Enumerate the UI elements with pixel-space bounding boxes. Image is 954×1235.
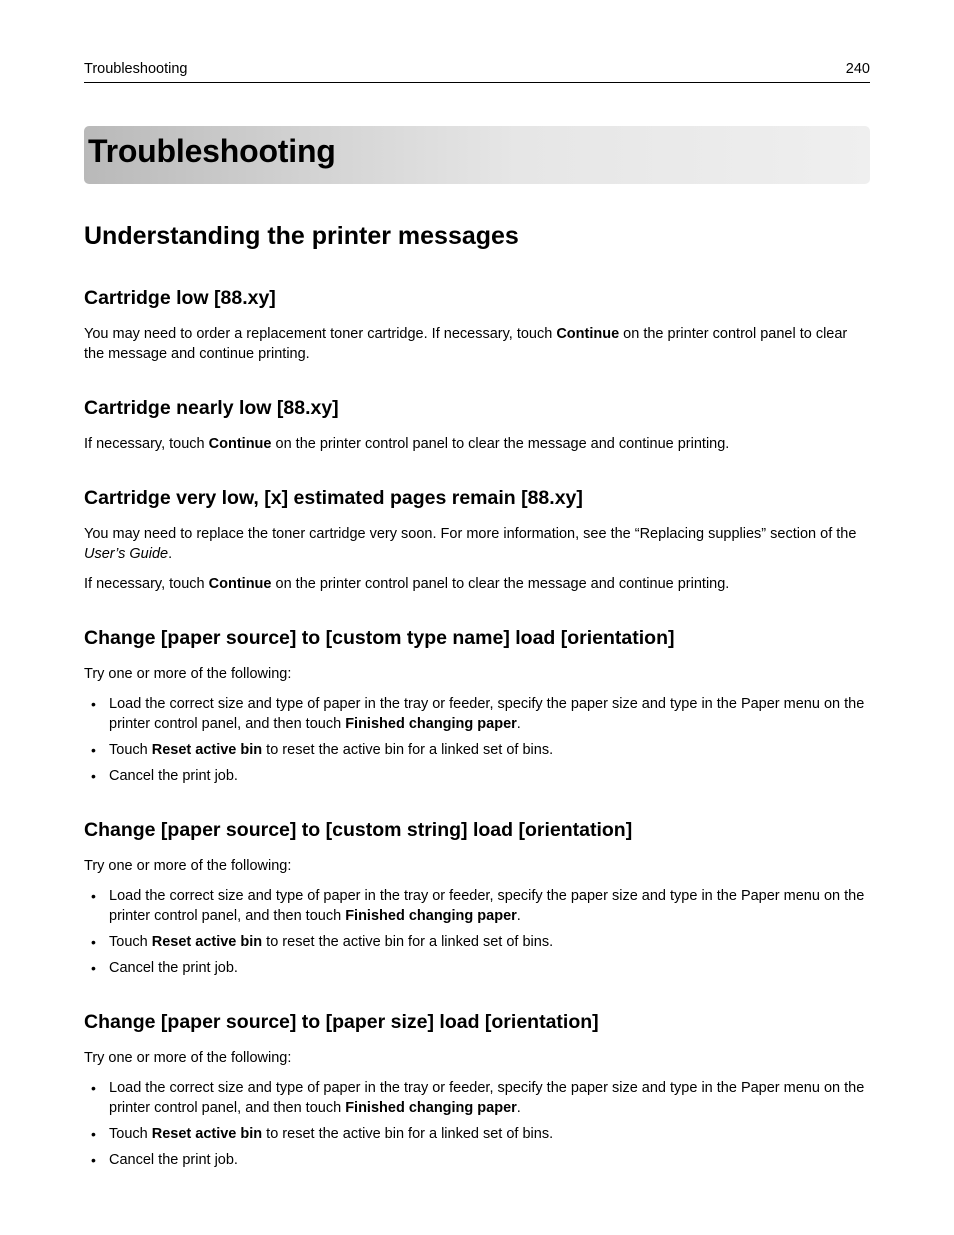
page-content	[84, 218, 870, 1200]
section-cartridge-nearly-low	[84, 394, 870, 454]
list-item	[84, 766, 870, 786]
section-change-custom-type-name	[84, 624, 870, 786]
text-run: Cancel the print job.	[109, 1152, 238, 1168]
main-heading: Understanding the printer messages	[84, 222, 519, 250]
text-run: .	[168, 546, 173, 562]
text-run: Cancel the print job.	[109, 960, 238, 976]
bold-term: Continue	[208, 576, 272, 592]
paragraph	[84, 324, 870, 364]
bullet-glyph: •	[91, 960, 96, 976]
chapter-title: Troubleshooting	[88, 133, 336, 169]
bold-term: Finished changing paper	[345, 1100, 517, 1116]
text-run: .	[516, 1100, 521, 1116]
list-item	[84, 1078, 870, 1118]
text-run: Cancel the print job.	[109, 768, 238, 784]
section-heading: Change [paper source] to [custom string] load [orientation]	[84, 819, 633, 841]
paragraph: Try one or more of the following:	[84, 858, 292, 874]
bold-term: Reset active bin	[151, 934, 263, 950]
section-heading: Change [paper source] to [paper size] load [orientation]	[84, 1011, 599, 1033]
paragraph: Try one or more of the following:	[84, 666, 292, 682]
chapter-title-band	[84, 126, 870, 184]
header-section-name: Troubleshooting	[84, 61, 188, 77]
bullet-glyph: •	[91, 934, 96, 950]
text-run: Load the correct size and type of paper in the tray or feeder, specify the paper size and type in the Paper menu on the printer control panel, and then touch	[109, 1080, 865, 1116]
text-run: You may need to replace the toner cartridge very soon. For more information, see the “Replacing supplies” section of the	[84, 526, 857, 542]
bullet-glyph: •	[91, 742, 96, 758]
list-item	[84, 1150, 870, 1170]
section-cartridge-very-low	[84, 484, 870, 594]
section-heading: Cartridge very low, [x] estimated pages remain [88.xy]	[84, 487, 583, 509]
text-run: .	[516, 716, 521, 732]
bullet-list	[84, 1078, 870, 1170]
text-run: Load the correct size and type of paper in the tray or feeder, specify the paper size and type in the Paper menu on the printer control panel, and then touch	[109, 696, 865, 732]
text-run: on the printer control panel to clear the message and continue printing.	[84, 326, 848, 362]
text-run: You may need to order a replacement toner cartridge. If necessary, touch	[84, 326, 557, 342]
bullet-glyph: •	[91, 768, 96, 784]
text-run: Load the correct size and type of paper in the tray or feeder, specify the paper size and type in the Paper menu on the printer control panel, and then touch	[109, 888, 865, 924]
bullet-list	[84, 886, 870, 978]
text-run: If necessary, touch	[84, 436, 209, 452]
bullet-glyph: •	[91, 1126, 96, 1142]
section-cartridge-low	[84, 284, 870, 364]
text-run: to reset the active bin for a linked set of bins.	[262, 934, 554, 950]
text-run: .	[516, 908, 521, 924]
list-item	[84, 932, 870, 952]
list-item	[84, 958, 870, 978]
section-change-custom-string	[84, 816, 870, 978]
text-run: Touch	[109, 1126, 152, 1142]
paragraph	[84, 574, 870, 594]
italic-term: User’s Guide	[84, 546, 169, 562]
bold-term: Finished changing paper	[345, 908, 517, 924]
bullet-glyph: •	[91, 1152, 96, 1168]
text-run: If necessary, touch	[84, 576, 209, 592]
text-run: to reset the active bin for a linked set of bins.	[262, 742, 554, 758]
text-run: Touch	[109, 742, 152, 758]
bold-term: Reset active bin	[151, 1126, 263, 1142]
section-heading: Change [paper source] to [custom type name] load [orientation]	[84, 627, 675, 649]
paragraph	[84, 434, 870, 454]
page-number: 240	[845, 61, 870, 77]
text-run: on the printer control panel to clear the message and continue printing.	[271, 576, 730, 592]
bullet-glyph: •	[91, 696, 96, 712]
bold-term: Continue	[556, 326, 620, 342]
list-item	[84, 694, 870, 734]
bold-term: Reset active bin	[151, 742, 263, 758]
list-item	[84, 1124, 870, 1144]
section-heading: Cartridge nearly low [88.xy]	[84, 397, 339, 419]
bullet-glyph: •	[91, 888, 96, 904]
bold-term: Continue	[208, 436, 272, 452]
section-heading: Cartridge low [88.xy]	[84, 287, 276, 309]
text-run: on the printer control panel to clear the message and continue printing.	[271, 436, 730, 452]
section-change-paper-size	[84, 1008, 870, 1170]
paragraph	[84, 524, 870, 564]
paragraph: Try one or more of the following:	[84, 1050, 292, 1066]
bullet-list	[84, 694, 870, 786]
text-run: Touch	[109, 934, 152, 950]
list-item	[84, 740, 870, 760]
list-item	[84, 886, 870, 926]
running-header	[84, 60, 870, 83]
text-run: to reset the active bin for a linked set of bins.	[262, 1126, 554, 1142]
bold-term: Finished changing paper	[345, 716, 517, 732]
bullet-glyph: •	[91, 1080, 96, 1096]
